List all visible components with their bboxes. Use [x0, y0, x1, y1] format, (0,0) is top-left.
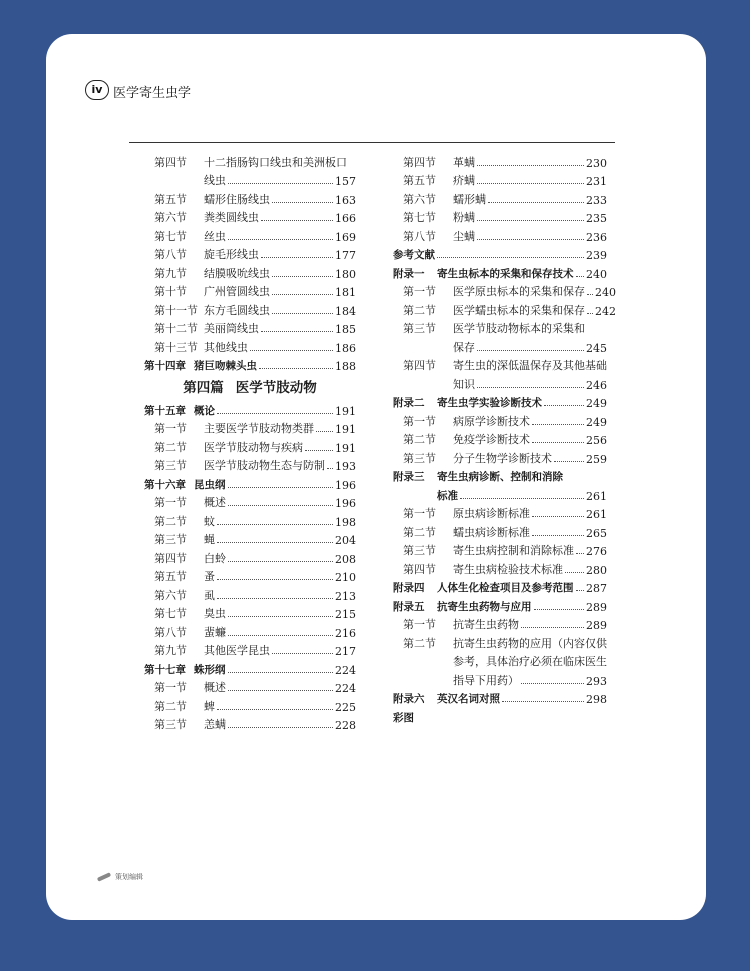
dot-leader: [488, 202, 584, 203]
toc-entry-label: 第三节: [154, 533, 187, 546]
toc-entry-page: 224: [335, 682, 356, 695]
toc-entry-page: 217: [335, 645, 356, 658]
toc-entry-title: 寄生虫的深低温保存及其他基础: [453, 359, 607, 372]
toc-entry: [144, 188, 356, 207]
toc-entry-title: 蜱: [204, 699, 215, 713]
toc-entry-page: 265: [586, 526, 607, 540]
toc-entry-title: 尘螨: [453, 229, 475, 243]
dot-leader: [228, 487, 334, 488]
toc-entry-title: 美丽筒线虫: [204, 322, 259, 335]
toc-entry: [393, 355, 607, 374]
toc-entry-label: 第八节: [154, 248, 187, 261]
toc-entry-label: 第五节: [403, 174, 436, 187]
toc-entry-page: 180: [335, 267, 356, 281]
toc-entry-title: 抗寄生虫药物与应用: [437, 600, 532, 613]
toc-entry-title: 蠕虫病诊断标准: [453, 525, 530, 539]
toc-entry-title: 医学蠕虫标本的采集和保存: [453, 303, 585, 317]
toc-entry-label: 附录五: [393, 600, 425, 613]
dot-leader: [228, 690, 333, 691]
toc-entry-page: 191: [335, 404, 356, 418]
footer-mark-text: 策划编辑: [115, 873, 143, 881]
toc-left-column: [144, 151, 356, 732]
toc-entry-label: 第九节: [154, 266, 187, 280]
toc-entry-title: 寄生虫病控制和消除标准: [453, 544, 574, 557]
toc-right-column: [393, 151, 616, 725]
toc-entry-title-cont: 标准: [437, 489, 458, 502]
toc-entry: [393, 318, 607, 337]
toc-entry-title: 旋毛形线虫: [204, 248, 259, 261]
toc-entry-title: 丝虫: [204, 229, 226, 243]
toc-entry-title: 抗寄生虫药物: [453, 618, 519, 631]
toc-entry-page: 191: [335, 441, 356, 455]
toc-entry: [144, 677, 356, 696]
toc-entry-page: 215: [335, 608, 356, 621]
toc-entry: [393, 244, 607, 263]
toc-entry: [393, 466, 607, 485]
dot-leader: [217, 579, 333, 580]
dot-leader: [477, 165, 584, 166]
dot-leader: [532, 442, 584, 443]
toc-entry-label: 第七节: [403, 211, 436, 224]
toc-entry-title: 寄生虫标本的采集和保存技术: [437, 267, 574, 280]
toc-entry: [393, 207, 607, 226]
toc-entry-page: 242: [595, 304, 616, 318]
toc-entry: [393, 410, 607, 429]
dot-leader: [228, 239, 333, 240]
toc-entry-label: 第三节: [403, 544, 436, 557]
toc-entry: [144, 714, 356, 733]
toc-entry-page: 213: [335, 589, 356, 603]
toc-entry-page: 210: [335, 571, 356, 584]
toc-entry-label: 第八节: [154, 625, 187, 639]
toc-entry-label: 第六节: [154, 211, 187, 224]
toc-entry: [393, 429, 607, 448]
toc-entry-continuation: [393, 336, 607, 355]
toc-entry-label: 第三节: [154, 459, 187, 472]
toc-entry-title: 医学节肢动物与疾病: [204, 440, 303, 454]
toc-entry-title-cont: 参考，具体治疗必须在临床医生: [453, 655, 607, 668]
toc-entry-title: 寄生虫病诊断、控制和消除: [437, 471, 563, 483]
toc-entry-label: 第二节: [403, 303, 436, 317]
toc-entry-label: 第一节: [154, 681, 187, 694]
toc-entry-page: 249: [586, 415, 607, 429]
toc-entry-continuation: [393, 669, 607, 688]
toc-entry-label: 第四节: [154, 155, 187, 169]
toc-entry-label: 附录四: [393, 582, 425, 594]
toc-entry: [393, 540, 607, 559]
toc-entry-continuation: [144, 170, 356, 189]
toc-entry: [144, 492, 356, 511]
toc-entry-page: 235: [586, 212, 607, 225]
toc-entry-page: 289: [586, 619, 607, 632]
toc-entry-label: 第一节: [403, 285, 436, 298]
toc-entry: [144, 695, 356, 714]
dot-leader: [460, 498, 584, 499]
toc-entry-label: 第六节: [154, 588, 187, 602]
dot-leader: [228, 672, 334, 673]
dot-leader: [261, 257, 333, 258]
toc-entry-page: 208: [335, 552, 356, 566]
toc-entry: [144, 621, 356, 640]
toc-entry-title: 抗寄生虫药物的应用（内容仅供: [453, 636, 607, 650]
dot-leader: [228, 183, 333, 184]
toc-entry-title: 医学节肢动物生态与防制: [204, 459, 325, 472]
toc-entry-title: 白蛉: [204, 551, 226, 565]
toc-entry-page: 233: [586, 193, 607, 207]
part-title: 医学节肢动物: [235, 380, 317, 396]
toc-entry-label: 第二节: [154, 514, 187, 528]
part-label: 第四篇: [183, 380, 224, 396]
toc-entry-label: 第四节: [403, 562, 436, 576]
toc-entry: [144, 547, 356, 566]
dot-leader: [261, 220, 333, 221]
toc-entry-page: 169: [335, 230, 356, 244]
toc-entry: [144, 336, 356, 355]
dot-leader: [217, 524, 333, 525]
toc-entry-plain: 彩图: [393, 711, 414, 724]
toc-entry: [393, 170, 607, 189]
dot-leader: [477, 387, 584, 388]
toc-entry-title: 医学节肢动物标本的采集和: [453, 322, 585, 335]
toc-entry-title: 原虫病诊断标准: [453, 507, 530, 520]
dot-leader: [554, 461, 584, 462]
dot-leader: [272, 276, 333, 277]
dot-leader: [544, 405, 584, 406]
dot-leader: [217, 598, 333, 599]
toc-entry-label: 第八节: [403, 229, 436, 243]
toc-entry: [393, 688, 607, 707]
toc-entry: [144, 244, 356, 263]
dot-leader: [477, 220, 584, 221]
dot-leader: [305, 450, 333, 451]
toc-entry-title: 广州管圆线虫: [204, 285, 270, 298]
toc-entry-title: 其他线虫: [204, 340, 248, 354]
toc-entry: [393, 151, 607, 170]
toc-entry-label: 第十节: [154, 285, 187, 298]
toc-entry-label: 附录二: [393, 397, 425, 409]
toc-entry-title: 粉螨: [453, 211, 475, 224]
dot-leader: [228, 635, 333, 636]
toc-entry-label: 附录三: [393, 471, 425, 483]
toc-entry-title-cont: 线虫: [204, 174, 226, 187]
dot-leader: [250, 350, 333, 351]
dot-leader: [272, 294, 333, 295]
toc-entry-title-cont: 指导下用药）: [453, 673, 519, 687]
toc-entry-title: 参考文献: [393, 249, 435, 261]
toc-entry: [144, 225, 356, 244]
toc-entry-page: 240: [595, 286, 616, 299]
toc-entry-title: 恙螨: [204, 718, 226, 731]
footer-mark: [97, 872, 143, 882]
toc-entry-page: 245: [586, 341, 607, 355]
page-number-badge: iv: [85, 80, 109, 100]
toc-entry-page: 198: [335, 515, 356, 529]
toc-entry-title: 英汉名词对照: [437, 693, 500, 705]
toc-entry-title: 虱: [204, 588, 215, 602]
dot-leader: [217, 413, 333, 414]
toc-entry: [144, 281, 356, 300]
toc-entry-label: 第一节: [403, 414, 436, 428]
toc-entry-page: 231: [586, 175, 607, 188]
toc-entry-label: 第二节: [403, 636, 436, 650]
dot-leader: [565, 572, 584, 573]
toc-entry: [144, 207, 356, 226]
toc-entry-label: 附录一: [393, 267, 425, 280]
toc-entry-page: 166: [335, 212, 356, 225]
toc-entry-page: 177: [335, 249, 356, 262]
toc-entry-page: 259: [586, 452, 607, 466]
toc-entry-title: 主要医学节肢动物类群: [204, 422, 314, 435]
dot-leader: [272, 653, 333, 654]
toc-entry: [144, 262, 356, 281]
toc-entry-label: 第十六章: [144, 478, 186, 491]
toc-entry-label: 第三节: [154, 718, 187, 731]
toc-entry-title: 臭虫: [204, 607, 226, 620]
toc-entry-label: 第一节: [154, 422, 187, 435]
toc-entry: [393, 188, 607, 207]
toc-entry-label: 第四节: [403, 359, 436, 372]
dot-leader: [228, 561, 333, 562]
dot-leader: [259, 368, 333, 369]
toc-entry-title: 革螨: [453, 155, 475, 169]
toc-entry-title: 人体生化检查项目及参考范围: [437, 582, 574, 594]
toc-entry-label: 第十三节: [154, 340, 198, 354]
toc-entry-title: 结膜吸吮线虫: [204, 266, 270, 280]
toc-entry-page: 216: [335, 626, 356, 640]
toc-entry: [144, 399, 356, 418]
toc-entry-title: 寄生虫学实验诊断技术: [437, 397, 542, 409]
toc-entry-page: 293: [586, 674, 607, 688]
toc-entry: [393, 225, 607, 244]
toc-entry: [144, 584, 356, 603]
toc-entry: [393, 447, 607, 466]
toc-entry-label: 第二节: [403, 433, 436, 446]
toc-entry-page: 236: [586, 230, 607, 244]
toc-entry-page: 225: [335, 700, 356, 714]
toc-entry-label: 第一节: [403, 618, 436, 631]
book-title: 医学寄生虫学: [113, 86, 192, 101]
toc-entry-page: 298: [586, 693, 607, 706]
dot-leader: [327, 468, 333, 469]
toc-entry: [393, 614, 607, 633]
toc-entry: [144, 355, 356, 374]
toc-entry-page: 276: [586, 545, 607, 558]
toc-entry-title: 分子生物学诊断技术: [453, 451, 552, 465]
dot-leader: [261, 331, 333, 332]
toc-entry: [393, 262, 607, 281]
toc-entry-continuation: [393, 651, 607, 670]
toc-entry-continuation: [393, 484, 607, 503]
toc-entry-label: 第一节: [403, 507, 436, 520]
toc-entry-label: 第九节: [154, 644, 187, 657]
dot-leader: [532, 516, 584, 517]
toc-entry-title: 蚊: [204, 514, 215, 528]
dot-leader: [576, 590, 585, 591]
toc-entry-title: 蛛形纲: [194, 663, 226, 676]
dot-leader: [587, 294, 593, 295]
toc-entry-title: 概论: [194, 404, 215, 417]
toc-entry-page: 228: [335, 719, 356, 732]
dot-leader: [521, 627, 584, 628]
toc-entry-title: 蜚蠊: [204, 625, 226, 639]
toc-entry-page: 246: [586, 378, 607, 392]
dot-leader: [316, 431, 333, 432]
toc-entry-title: 寄生虫病检验技术标准: [453, 562, 563, 576]
toc-entry-title: 蝇: [204, 533, 215, 546]
toc-entry-label: 第七节: [154, 229, 187, 243]
toc-entry-page: 230: [586, 156, 607, 170]
toc-entry-page: 280: [586, 563, 607, 577]
toc-entry: [393, 558, 607, 577]
toc-entry-label: 第十二节: [154, 322, 198, 335]
toc-entry: [393, 521, 607, 540]
toc-entry-page: 191: [335, 423, 356, 436]
dot-leader: [532, 424, 584, 425]
toc-entry: [393, 503, 607, 522]
toc-entry: [144, 318, 356, 337]
toc-entry: [144, 510, 356, 529]
toc-entry: [393, 595, 607, 614]
dot-leader: [437, 257, 584, 258]
toc-entry-title: 蚤: [204, 570, 215, 583]
toc-entry-page: 261: [586, 489, 607, 503]
toc-entry-continuation: [393, 373, 607, 392]
toc-entry-page: 196: [335, 478, 356, 492]
dot-leader: [217, 542, 333, 543]
toc-entry-page: 204: [335, 534, 356, 547]
toc-entry: [144, 455, 356, 474]
toc-entry-label: 第二节: [403, 525, 436, 539]
toc-entry-label: 第三节: [403, 322, 436, 335]
dot-leader: [521, 683, 584, 684]
toc-entry-page: 249: [586, 397, 607, 410]
dot-leader: [217, 709, 333, 710]
dot-leader: [534, 609, 585, 610]
toc-entry-page: 261: [586, 508, 607, 521]
toc-entry-page: 256: [586, 434, 607, 447]
toc-entry-title: 昆虫纲: [194, 478, 226, 491]
toc-entry-title-cont: 知识: [453, 377, 475, 391]
toc-entry: [393, 299, 616, 318]
toc-entry-page: 196: [335, 497, 356, 510]
toc-entry-title: 粪类圆线虫: [204, 211, 259, 224]
toc-entry-title: 东方毛圆线虫: [204, 303, 270, 317]
dot-leader: [477, 183, 584, 184]
toc-entry: [144, 436, 356, 455]
toc-entry-page: 287: [586, 582, 607, 595]
dot-leader: [502, 701, 584, 702]
toc-entry: [144, 473, 356, 492]
toc-entry-title: 病原学诊断技术: [453, 414, 530, 428]
toc-entry: [144, 658, 356, 677]
toc-entry-label: 第五节: [154, 192, 187, 206]
toc-entry: [144, 566, 356, 585]
toc-entry: [144, 418, 356, 437]
toc-entry-title: 医学原虫标本的采集和保存: [453, 285, 585, 298]
toc-entry-label: 第十七章: [144, 663, 186, 676]
toc-entry-page: 289: [586, 600, 607, 614]
toc-entry-page: 224: [335, 663, 356, 677]
dot-leader: [532, 535, 584, 536]
toc-entry-title: 免疫学诊断技术: [453, 433, 530, 446]
toc-entry: [144, 529, 356, 548]
toc-entry-label: 第四节: [403, 155, 436, 169]
toc-entry: [144, 299, 356, 318]
toc-entry: [393, 632, 607, 651]
toc-entry-title-cont: 保存: [453, 340, 475, 354]
dot-leader: [228, 505, 333, 506]
toc-entry-page: 193: [335, 460, 356, 473]
toc-entry-page: 184: [335, 304, 356, 318]
toc-entry-label: 第三节: [403, 451, 436, 465]
toc-entry-page: 185: [335, 323, 356, 336]
toc-entry-label: 第七节: [154, 607, 187, 620]
dot-leader: [272, 202, 333, 203]
dot-leader: [228, 616, 333, 617]
toc-entry-page: 163: [335, 193, 356, 207]
toc-entry-label: 第十五章: [144, 404, 186, 417]
dot-leader: [587, 313, 593, 314]
toc-entry-title: 蠕形住肠线虫: [204, 192, 270, 206]
toc-entry: [393, 281, 616, 300]
toc-entry-page: 186: [335, 341, 356, 355]
toc-entry-page: 157: [335, 175, 356, 188]
dot-leader: [228, 727, 333, 728]
toc-entry: [393, 577, 607, 596]
toc-entry-title: 其他医学昆虫: [204, 644, 270, 657]
toc-entry-title: 概述: [204, 681, 226, 694]
toc-entry-label: 第二节: [154, 440, 187, 454]
toc-entry-title: 猪巨吻棘头虫: [194, 360, 257, 372]
toc-part-heading: [144, 373, 356, 399]
toc-entry-label: 第五节: [154, 570, 187, 583]
pen-icon: [97, 872, 111, 882]
toc-entry-label: 第二节: [154, 699, 187, 713]
dot-leader: [272, 313, 333, 314]
toc-entry-page: 239: [586, 249, 607, 262]
toc-entry-title: 十二指肠钩口线虫和美洲板口: [204, 155, 347, 169]
header-divider: [129, 142, 615, 143]
toc-entry-title: 概述: [204, 496, 226, 509]
dot-leader: [576, 276, 585, 277]
toc-entry-title: 蠕形螨: [453, 192, 486, 206]
toc-entry-label: 第六节: [403, 192, 436, 206]
toc-entry-title: 疥螨: [453, 174, 475, 187]
toc-entry-page: 181: [335, 286, 356, 299]
toc-entry-label: 第十一节: [154, 303, 198, 317]
toc-entry-label: 附录六: [393, 693, 425, 705]
toc-entry: [144, 151, 356, 170]
toc-entry-label: 第四节: [154, 551, 187, 565]
toc-entry-label: 第一节: [154, 496, 187, 509]
dot-leader: [477, 239, 584, 240]
toc-entry-label: 第十四章: [144, 360, 186, 372]
toc-entry: [144, 640, 356, 659]
toc-entry: [144, 603, 356, 622]
toc-entry: [393, 392, 607, 411]
dot-leader: [477, 350, 584, 351]
toc-entry-page: 188: [335, 360, 356, 373]
dot-leader: [576, 553, 584, 554]
toc-entry-page: 240: [586, 267, 607, 281]
